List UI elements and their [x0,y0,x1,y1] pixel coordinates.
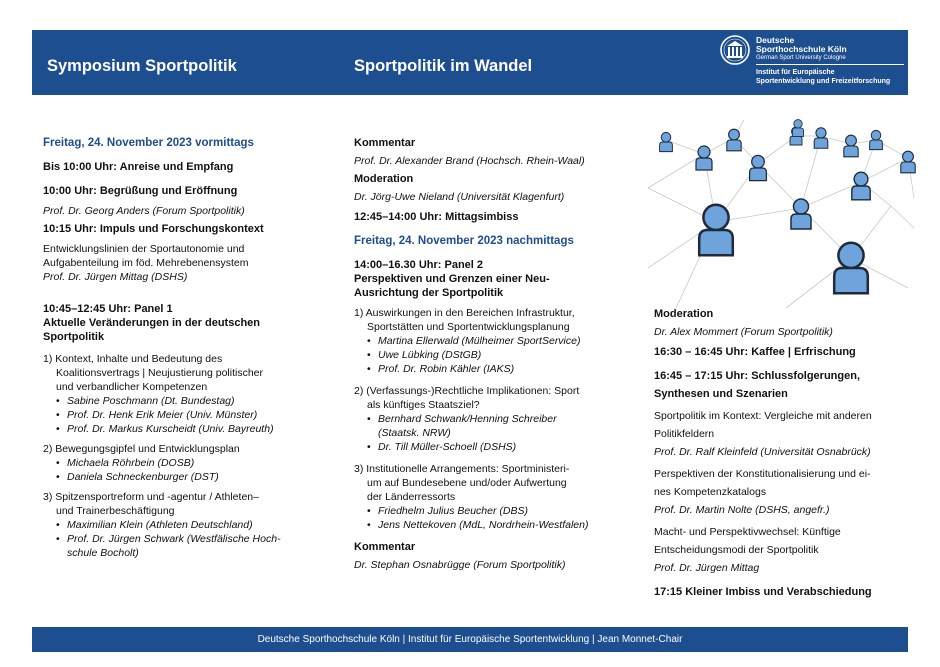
day-heading-morning: Freitag, 24. November 2023 vormittags [43,137,254,149]
panel1-item3-line-1: 3) Spitzensportreform und -agentur / Athleten– [43,491,259,503]
footer-text: Deutsche Sporthochschule Köln | Institut für Europäische Sportentwicklung | Jean Monnet-Chair [257,634,683,645]
talk2-line-1: Perspektiven der Konstitutionalisierung und ei- [654,468,871,480]
speaker: • Michaela Röhrbein (DOSB) [67,456,313,470]
speaker-line-2: schule Bocholt) [67,547,139,559]
panel2-item3-speakers [354,504,624,532]
moderation-speaker: Dr. Alex Mommert (Forum Sportpolitik) [654,326,833,338]
talk2-line-2: nes Kompetenzkatalogs [654,486,767,498]
lunch-item: 12:45–14:00 Uhr: Mittagsimbiss [354,211,519,223]
talk3-speaker: Prof. Dr. Jürgen Mittag [654,562,760,574]
panel1-title-line-1: Aktuelle Veränderungen in der deutschen [43,317,260,329]
speaker: • Uwe Lübking (DStGB) [378,348,624,362]
moderation-label: Moderation [654,308,714,320]
logo-line-1: Deutsche [756,35,795,45]
comment2-speaker: Dr. Stephan Osnabrügge (Forum Sportpolitik) [354,559,566,571]
comment-speaker: Prof. Dr. Alexander Brand (Hochsch. Rhein-Waal) [354,155,585,167]
panel2-title-line-2: Ausrichtung der Sportpolitik [354,287,504,299]
speaker: • Martina Ellerwald (Mülheimer SportService) [378,334,624,348]
panel1-item1-line-3: und verbandlicher Kompetenzen [56,381,208,393]
talk1-speaker: Prof. Dr. Ralf Kleinfeld (Universität Osnabrück) [654,446,871,458]
speaker-line-2: (Staatsk. NRW) [378,427,451,439]
panel2-time: 14:00–16.30 Uhr: Panel 2 [354,259,484,271]
speaker [378,412,624,440]
column-afternoon [354,136,624,572]
comment2-label: Kommentar [354,541,416,553]
column-closing [654,307,916,599]
panel2-item1-line-2: Sportstätten und Sportentwicklungsplanung [367,321,570,333]
talk1-line-2: Politikfeldern [654,428,715,440]
panel2-item2-speakers [354,412,624,454]
panel2-title-line-1: Perspektiven und Grenzen einer Neu- [354,273,550,285]
network-people-icon [646,118,916,310]
panel2-item1-line-1: 1) Auswirkungen in den Bereichen Infrastruktur, [354,307,575,319]
impulse-text-line-1: Entwicklungslinien der Sportautonomie und [43,243,245,255]
panel1-item1-line-2: Koalitionsvertrags | Neujustierung politischer [56,367,263,379]
comment-label: Kommentar [354,137,416,149]
conclusions-line-2: Synthesen und Szenarien [654,388,788,400]
panel2-item1-speakers [354,334,624,376]
panel1-time: 10:45–12:45 Uhr: Panel 1 [43,303,173,315]
coffee-break-item: 16:30 – 16:45 Uhr: Kaffee | Erfrischung [654,346,856,358]
symposium-title: Symposium Sportpolitik [47,57,237,75]
speaker: • Dr. Till Müller-Schoell (DSHS) [378,440,624,454]
logo-line-2: Sporthochschule Köln [756,44,847,54]
impulse-text-line-2: Aufgabenteilung im föd. Mehrebenensystem [43,257,249,269]
day-heading-afternoon: Freitag, 24. November 2023 nachmittags [354,235,574,247]
panel2-item3-line-2: um auf Bundesebene und/oder Aufwertung [367,477,567,489]
arrival-item: Bis 10:00 Uhr: Anreise und Empfang [43,161,234,173]
header-bar [32,30,908,95]
impulse-speaker: Prof. Dr. Jürgen Mittag (DSHS) [43,271,188,283]
panel1-item2-speakers [43,456,313,484]
moderation-speaker: Dr. Jörg-Uwe Nieland (Universität Klagenfurt) [354,191,565,203]
moderation-label: Moderation [354,173,414,185]
panel2-item3-line-1: 3) Institutionelle Arrangements: Sportministeri- [354,463,570,475]
speaker: • Friedhelm Julius Beucher (DBS) [378,504,624,518]
welcome-item: 10:00 Uhr: Begrüßung und Eröffnung [43,185,238,197]
panel1-item3-line-2: und Trainerbeschäftigung [56,505,175,517]
speaker: • Prof. Dr. Henk Erik Meier (Univ. Münster) [67,408,313,422]
speaker-line-1: Prof. Dr. Jürgen Schwark (Westfälische Hoch- [67,533,281,545]
panel2-item3-line-3: der Länderressorts [367,491,456,503]
speaker: • Maximilian Klein (Athleten Deutschland) [67,518,313,532]
column-morning [43,136,313,560]
panel2-item2-line-2: als künftiges Staatsziel? [367,399,480,411]
speaker [67,532,313,560]
university-seal-icon [720,35,750,65]
logo-line-3: German Sport University Cologne [756,55,846,61]
panel1-item1-speakers [43,394,313,436]
talk3-line-1: Macht- und Perspektivwechsel: Künftige [654,526,841,538]
speaker: • Jens Nettekoven (MdL, Nordrhein-Westfalen) [378,518,624,532]
talk2-speaker: Prof. Dr. Martin Nolte (DSHS, angefr.) [654,504,830,516]
institute-line-1: Institut für Europäische [756,69,835,76]
panel2-item2-line-1: 2) (Verfassungs-)Rechtliche Implikationen: Sport [354,385,580,397]
talk1-line-1: Sportpolitik im Kontext: Vergleiche mit anderen [654,410,872,422]
panel1-item2-line-1: 2) Bewegungsgipfel und Entwicklungsplan [43,443,240,455]
event-title: Sportpolitik im Wandel [354,57,533,75]
closing-item: 17:15 Kleiner Imbiss und Verabschiedung [654,586,872,598]
speaker-line-1: Bernhard Schwank/Henning Schreiber [378,413,557,425]
logo-divider [756,64,904,65]
welcome-speaker: Prof. Dr. Georg Anders (Forum Sportpolitik) [43,205,245,217]
speaker: • Daniela Schneckenburger (DST) [67,470,313,484]
university-logo [720,34,906,92]
institute-line-2: Sportentwicklung und Freizeitforschung [756,78,891,85]
impulse-item: 10:15 Uhr: Impuls und Forschungskontext [43,223,264,235]
speaker: • Prof. Dr. Robin Kähler (IAKS) [378,362,624,376]
speaker: • Prof. Dr. Markus Kurscheidt (Univ. Bayreuth) [67,422,313,436]
panel1-item3-speakers [43,518,313,560]
conclusions-line-1: 16:45 – 17:15 Uhr: Schlussfolgerungen, [654,370,861,382]
footer-bar [32,627,908,652]
panel1-item1-line-1: 1) Kontext, Inhalte und Bedeutung des [43,353,223,365]
talk3-line-2: Entscheidungsmodi der Sportpolitik [654,544,819,556]
speaker: • Sabine Poschmann (Dt. Bundestag) [67,394,313,408]
panel1-title-line-2: Sportpolitik [43,331,105,343]
